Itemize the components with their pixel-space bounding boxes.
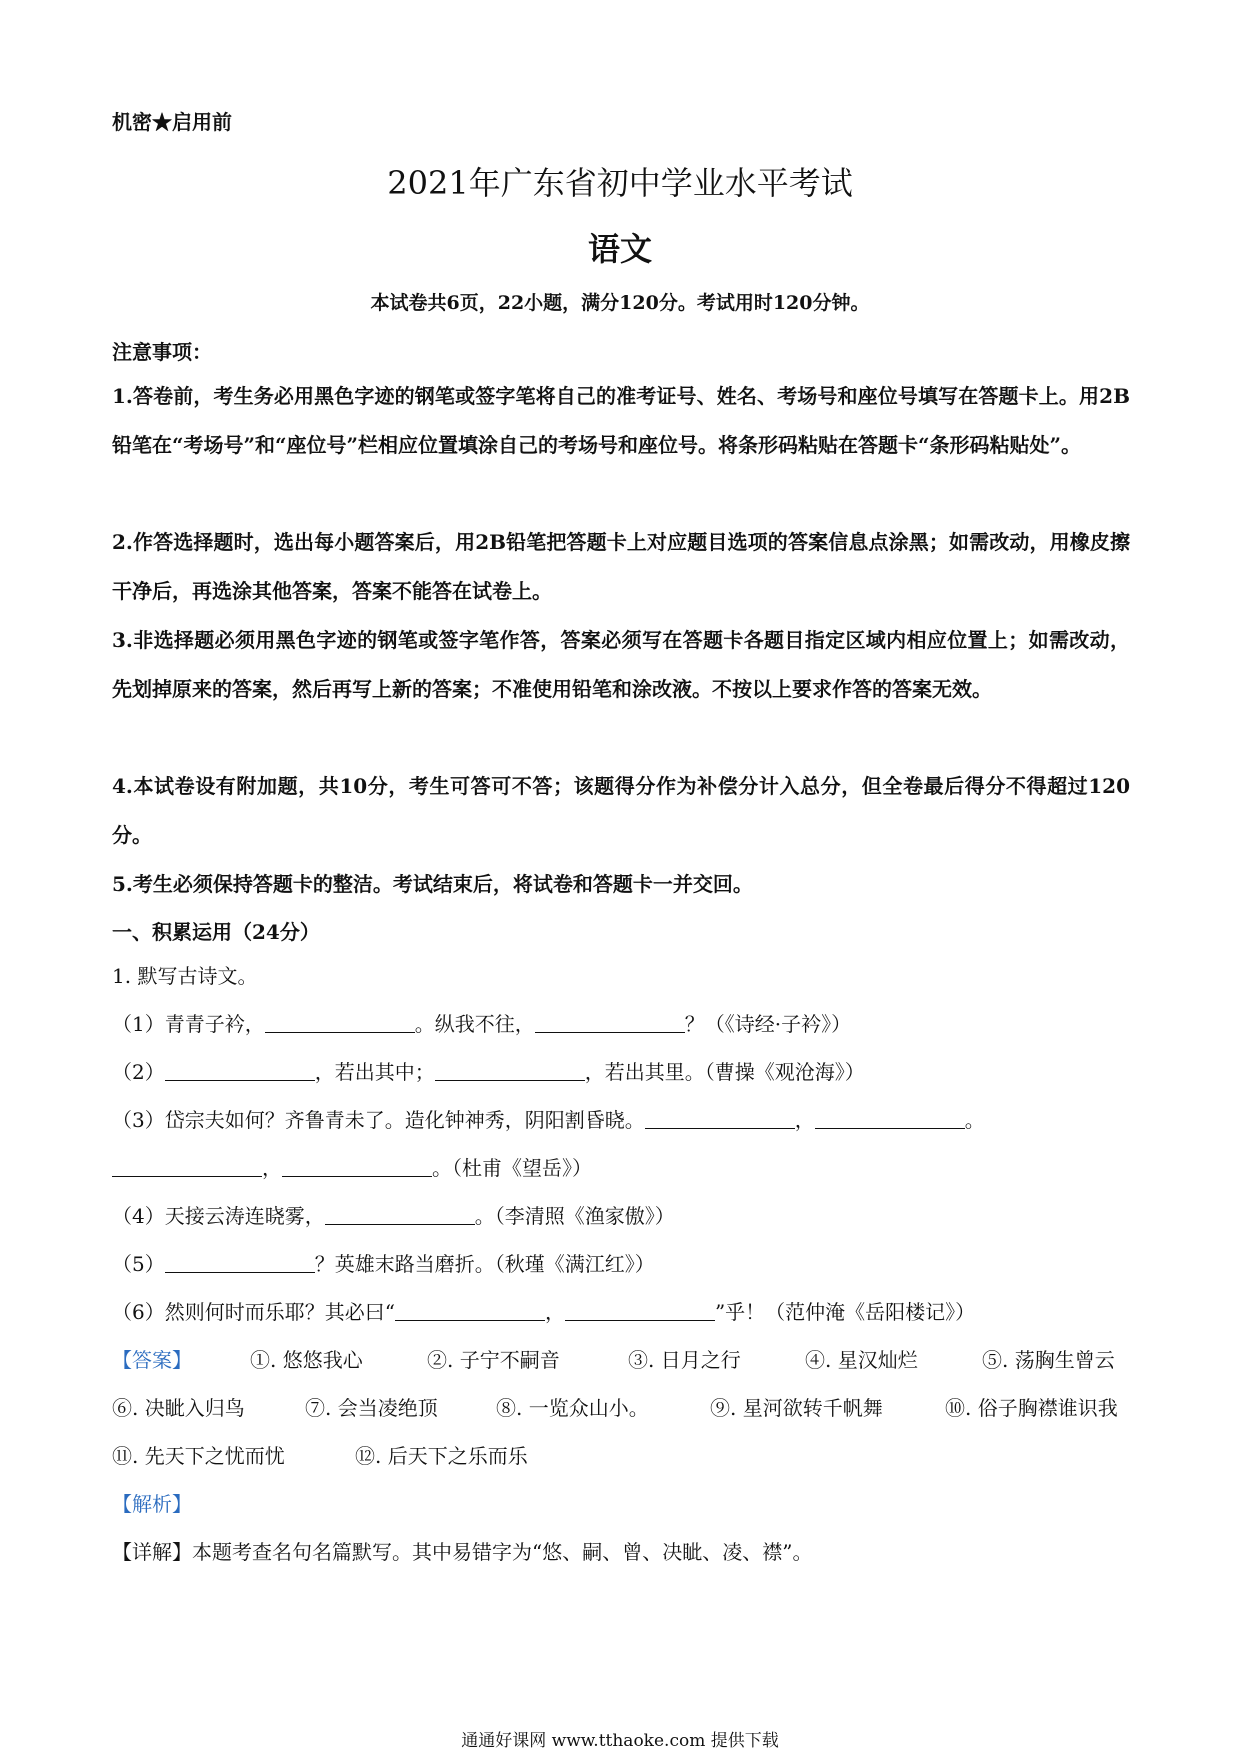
answer-blank <box>565 1302 715 1321</box>
answer-blank <box>282 1158 432 1177</box>
part-text: ”乎！（范仲淹《岳阳楼记》） <box>714 1300 976 1324</box>
part-text: 。纵我不往， <box>414 1012 535 1036</box>
answer-item: ⑦. 会当凌绝顶 <box>305 1396 438 1420</box>
question-1-stem: 1. 默写古诗文。 <box>112 964 258 988</box>
detail-text: 【详解】本题考查名句名篇默写。其中易错字为“悠、嗣、曾、决眦、凌、襟”。 <box>112 1540 813 1564</box>
note-item-4: 4.本试卷设有附加题，共10分，考生可答可不答；该题得分作为补偿分计入总分，但全卷最后得分不得超过120分。 <box>112 774 1130 847</box>
answer-blank <box>165 1254 315 1273</box>
answer-blank <box>165 1062 315 1081</box>
answer-blank <box>395 1302 545 1321</box>
answer-blank <box>265 1014 415 1033</box>
part-text: （4）天接云涛连晓雾， <box>112 1204 325 1228</box>
note-item-5: 5.考生必须保持答题卡的整洁。考试结束后，将试卷和答题卡一并交回。 <box>112 872 753 896</box>
question-1-part-3-cont <box>112 1152 592 1181</box>
answer-blank <box>815 1110 965 1129</box>
question-1-part-3 <box>112 1104 985 1133</box>
answer-item: ④. 星汉灿烂 <box>805 1348 918 1372</box>
answer-item: ⑪. 先天下之忧而忧 <box>112 1444 285 1468</box>
exam-title: 2021年广东省初中学业水平考试 <box>387 164 853 202</box>
part-text: ？（《诗经·子衿》） <box>684 1012 852 1036</box>
part-text: ？英雄末路当磨折。（秋瑾《满江红》） <box>314 1252 655 1276</box>
part-text: ，若出其中； <box>314 1060 435 1084</box>
subject-title: 语文 <box>587 230 652 268</box>
answer-item: ⑥. 决眦入归鸟 <box>112 1396 245 1420</box>
secret-mark: 机密★启用前 <box>112 110 232 134</box>
answer-item: ⑤. 荡胸生曾云 <box>982 1348 1115 1372</box>
notes-heading: 注意事项： <box>112 340 212 364</box>
answer-item: ③. 日月之行 <box>628 1348 741 1372</box>
part-text: （5） <box>112 1252 165 1276</box>
part-text: （6）然则何时而乐耶？其必曰“ <box>112 1300 395 1324</box>
analysis-label: 【解析】 <box>112 1492 192 1516</box>
note-item-3: 3.非选择题必须用黑色字迹的钢笔或签字笔作答，答案必须写在答题卡各题目指定区域内相应位置上；如需改动，先划掉原来的答案，然后再写上新的答案；不准使用铅笔和涂改液。不按以上要求作答的答案无效。 <box>112 628 1130 701</box>
part-text: 。（杜甫《望岳》） <box>432 1156 592 1180</box>
answer-blank <box>535 1014 685 1033</box>
part-text: ， <box>544 1300 565 1324</box>
note-item-2: 2.作答选择题时，选出每小题答案后，用2B铅笔把答题卡上对应题目选项的答案信息点涂黑；如需改动，用橡皮擦干净后，再选涂其他答案，答案不能答在试卷上。 <box>112 530 1130 603</box>
section-heading: 一、积累运用（24分） <box>112 920 320 944</box>
exam-summary: 本试卷共6页，22小题，满分120分。考试用时120分钟。 <box>370 292 870 314</box>
question-1-part-6 <box>112 1296 975 1325</box>
question-1-part-5 <box>112 1248 655 1277</box>
question-1-part-1 <box>112 1008 851 1037</box>
answer-item: ⑫. 后天下之乐而乐 <box>355 1444 528 1468</box>
question-1-part-4 <box>112 1200 675 1229</box>
part-text: ，若出其里。（曹操《观沧海》） <box>584 1060 865 1084</box>
part-text: （2） <box>112 1060 165 1084</box>
question-1-part-2 <box>112 1056 865 1085</box>
part-text: 。 <box>964 1108 985 1132</box>
part-text: （3）岱宗夫如何？齐鲁青未了。造化钟神秀，阴阳割昏晓。 <box>112 1108 645 1132</box>
answer-item: ⑨. 星河欲转千帆舞 <box>710 1396 883 1420</box>
answer-item: ⑩. 俗子胸襟谁识我 <box>945 1396 1118 1420</box>
answer-item: ②. 子宁不嗣音 <box>427 1348 560 1372</box>
answer-blank <box>435 1062 585 1081</box>
answer-item: ①. 悠悠我心 <box>250 1348 363 1372</box>
note-item-1: 1.答卷前，考生务必用黑色字迹的钢笔或签字笔将自己的准考证号、姓名、考场号和座位号填写在答题卡上。用2B铅笔在“考场号”和“座位号”栏相应位置填涂自己的考场号和座位号。将条形码粘贴在答题卡“条形码粘贴处”。 <box>112 384 1130 457</box>
part-text: 。（李清照《渔家傲》） <box>474 1204 675 1228</box>
part-text: ， <box>262 1156 282 1180</box>
answer-blank <box>112 1158 262 1177</box>
page-footer: 通通好课网 www.tthaoke.com 提供下载 <box>461 1731 779 1751</box>
answer-blank <box>645 1110 795 1129</box>
answer-blank <box>325 1206 475 1225</box>
part-text: ， <box>794 1108 815 1132</box>
part-text: （1）青青子衿， <box>112 1012 265 1036</box>
answer-item: ⑧. 一览众山小。 <box>496 1396 649 1420</box>
answer-label: 【答案】 <box>112 1348 192 1372</box>
